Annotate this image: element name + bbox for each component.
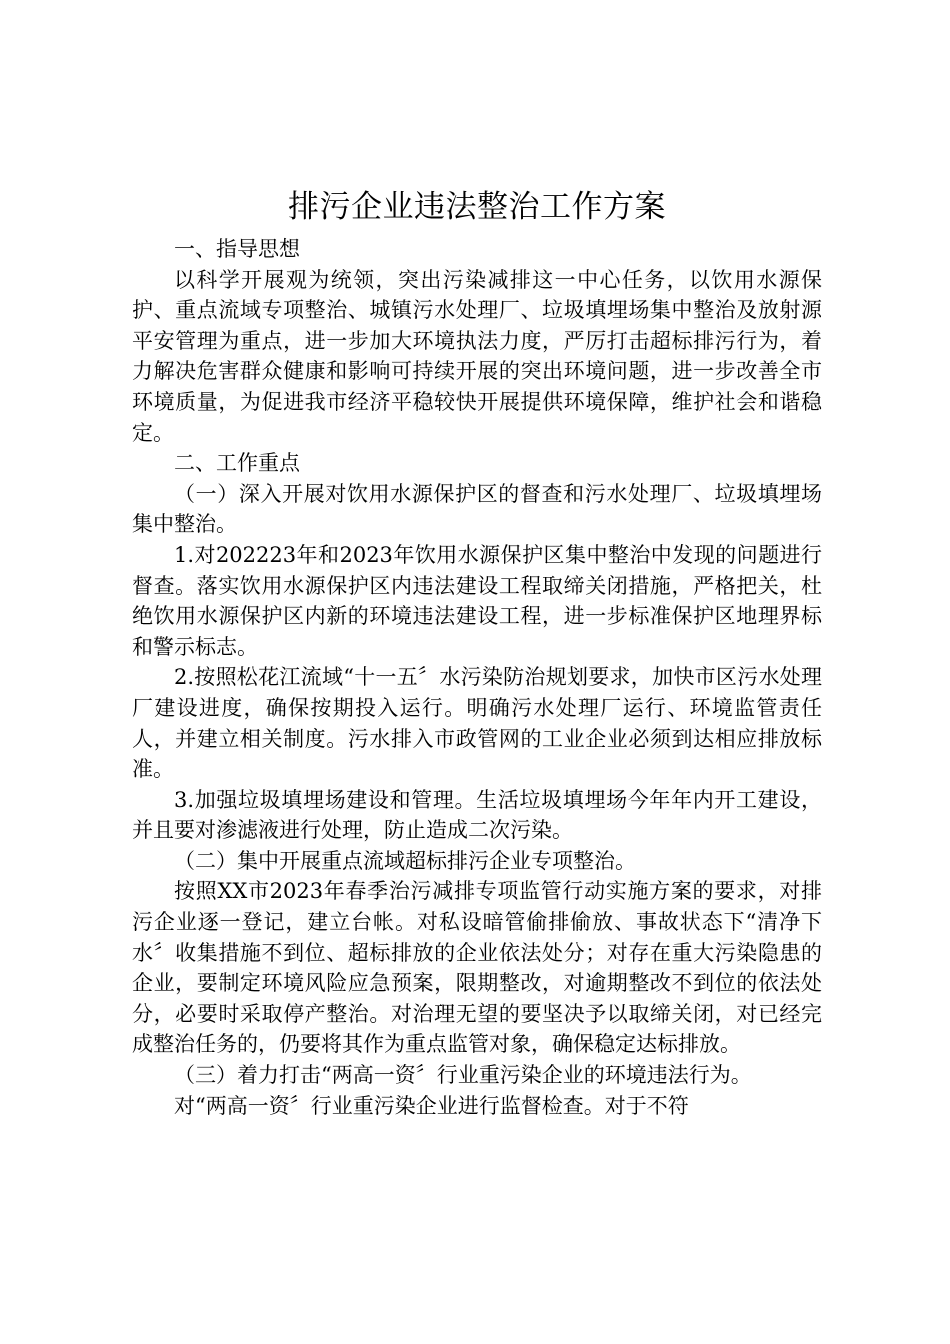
- section-heading-guiding-ideology: 一、指导思想: [174, 237, 300, 261]
- document-page: [132, 186, 822, 1121]
- paragraph-item-1: 1.对202223年和2023年饮用水源保护区集中整治中发现的问题进行督查。落实饮用水源保护区内违法建设工程取缔关闭措施，严格把关，杜绝饮用水源保护区内新的环境违法建设工程，进一步标准保护区地理界标和警示标志。: [132, 542, 822, 659]
- subheading-heavy-pollution-enterprises: （三）着力打击“两高一资〞行业重污染企业的环境违法行为。: [174, 1063, 752, 1088]
- section-heading-work-focus: 二、工作重点: [174, 451, 300, 476]
- paragraph-item-2: 2.按照松花江流域“十一五〞水污染防治规划要求，加快市区污水处理厂建设进度，确保按期投入运行。明确污水处理厂运行、环境监管责任人，并建立相关制度。污水排入市政管网的工业企业必须到达相应排放标准。: [132, 665, 822, 782]
- subheading-river-basin-rectification: （二）集中开展重点流域超标排污企业专项整治。: [174, 848, 636, 873]
- paragraph-heavy-pollution-enterprises: 对“两高一资〞行业重污染企业进行监督检查。对于不符: [174, 1093, 689, 1118]
- subheading-water-source-protection: （一）深入开展对饮用水源保护区的督查和污水处理厂、垃圾填埋场集中整治。: [132, 481, 822, 537]
- paragraph-river-basin-rectification: 按照XX市2023年春季治污减排专项监管行动实施方案的要求，对排污企业逐一登记，建立台帐。对私设暗管偷排偷放、事故状态下“清净下水〞收集措施不到位、超标排放的企业依法处分；对存在重大污染隐患的企业，要制定环境风险应急预案，限期整改，对逾期整改不到位的依法处分，必要时采取停产整治。对治理无望的要坚决予以取缔关闭，对已经完成整治任务的，仍要将其作为重点监管对象，确保稳定达标排放。: [132, 879, 822, 1057]
- paragraph-guiding-ideology: 以科学开展观为统领，突出污染减排这一中心任务，以饮用水源保护、重点流域专项整治、城镇污水处理厂、垃圾填埋场集中整治及放射源平安管理为重点，进一步加大环境执法力度，严厉打击超标排污行为，着力解决危害群众健康和影响可持续开展的突出环境问题，进一步改善全市环境质量，为促进我市经济平稳较快开展提供环境保障，维护社会和谐稳定。: [132, 267, 822, 445]
- paragraph-item-3: 3.加强垃圾填埋场建设和管理。生活垃圾填埋场今年年内开工建设，并且要对渗滤液进行处理，防止造成二次污染。: [132, 787, 822, 843]
- document-title: 排污企业违法整治工作方案: [288, 189, 666, 225]
